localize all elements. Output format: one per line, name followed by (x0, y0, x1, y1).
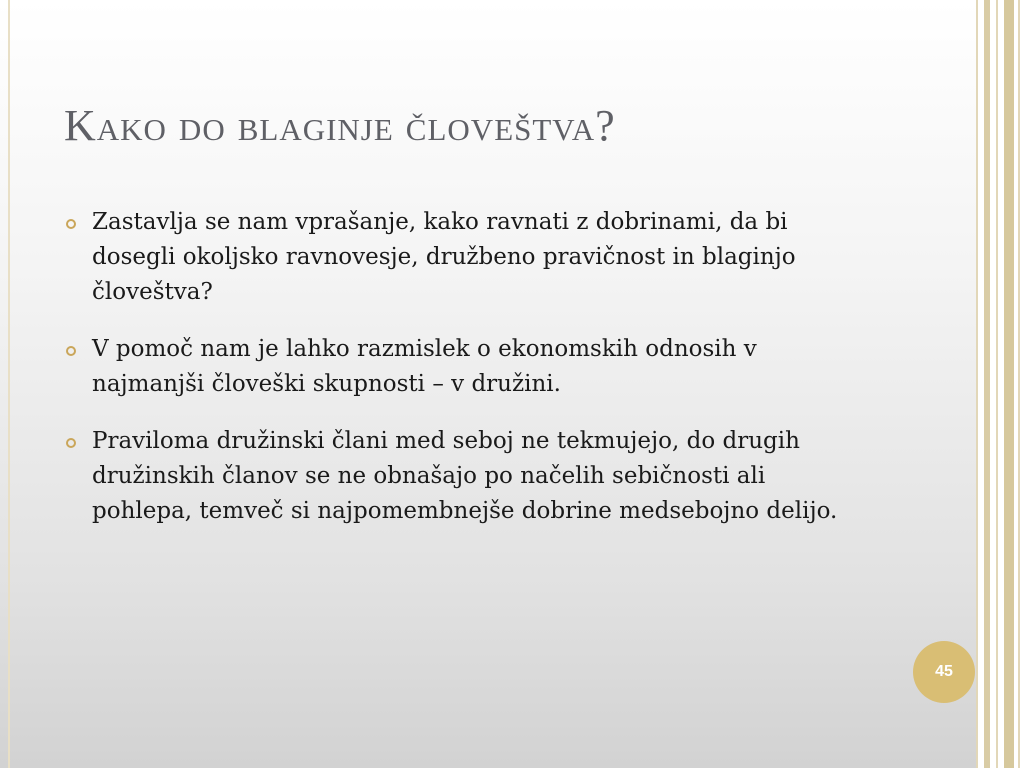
hollow-circle-icon (66, 219, 76, 229)
border-stripe (1004, 0, 1014, 768)
left-decorative-line (8, 0, 10, 768)
border-stripe (984, 0, 990, 768)
bullet-item (64, 205, 864, 310)
bullet-text: Praviloma družinski člani med seboj ne tekmujejo, do drugih družinskih članov se ne obnašajo po načelih sebičnosti ali pohlepa, temveč si najpomembnejše dobrine medsebojno delijo. (92, 428, 838, 524)
bullet-item (64, 332, 864, 402)
hollow-circle-icon (66, 438, 76, 448)
bullet-text: V pomoč nam je lahko razmislek o ekonomskih odnosih v najmanjši človeški skupnosti – v družini. (92, 336, 757, 397)
bullet-item (64, 424, 864, 529)
bullet-list (64, 205, 864, 551)
right-decorative-border (976, 0, 1024, 768)
border-stripe (996, 0, 998, 768)
hollow-circle-icon (66, 346, 76, 356)
slide-title: Kako do blaginje človeštva? (64, 101, 616, 150)
bullet-text: Zastavlja se nam vprašanje, kako ravnati z dobrinami, da bi dosegli okoljsko ravnovesje, družbeno pravičnost in blaginjo človeštva? (92, 209, 796, 305)
border-stripe (976, 0, 978, 768)
page-number-badge: 45 (913, 641, 975, 703)
border-stripe (1018, 0, 1020, 768)
